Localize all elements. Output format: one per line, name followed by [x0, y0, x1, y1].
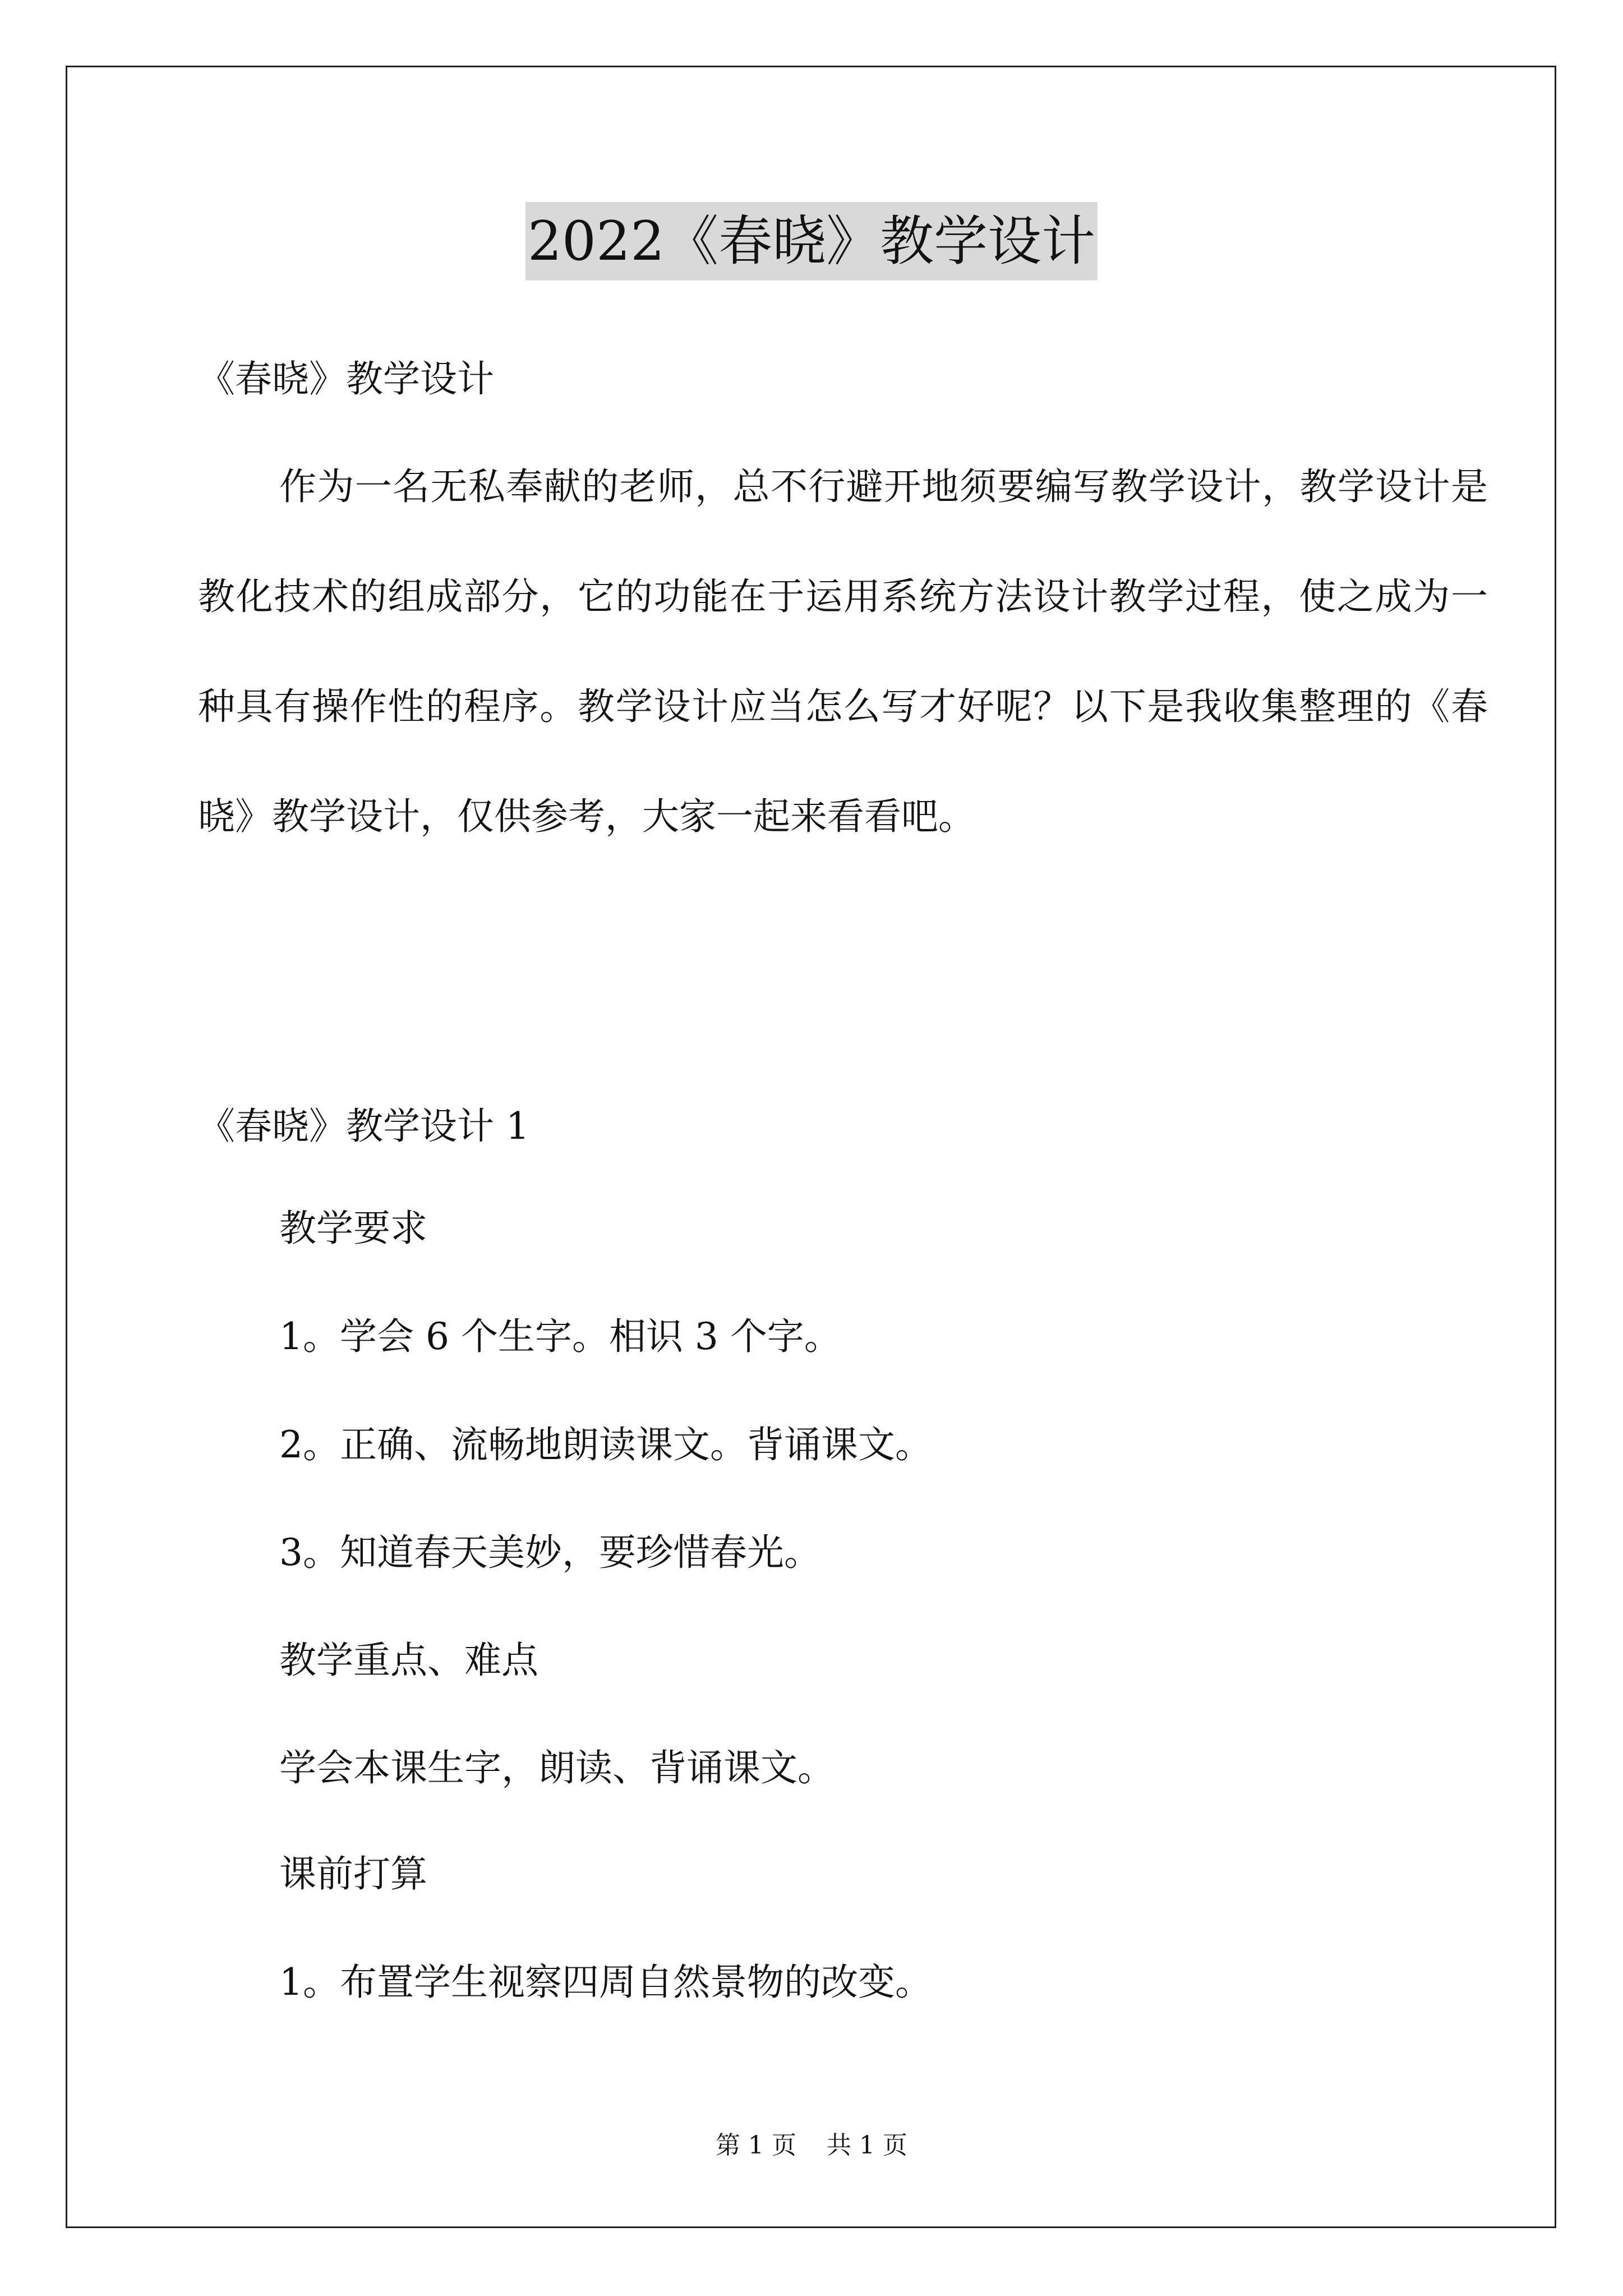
page-footer — [0, 2129, 1623, 2162]
document-title: 2022《春晓》教学设计 — [525, 202, 1098, 280]
prep-item: 1。布置学生视察四周自然景物的改变。 — [279, 1961, 932, 2004]
focus-heading: 教学重点、难点 — [279, 1639, 538, 1682]
prep-heading: 课前打算 — [279, 1852, 427, 1895]
page-number: 第 1 页 — [716, 2131, 796, 2160]
intro-paragraph: 作为一名无私奉献的老师，总不行避开地须要编写教学设计，教学设计是教化技术的组成部分，它的功能在于运用系统方法设计教学过程，使之成为一种具有操作性的程序。教学设计应当怎么写才好呢？以下是我收集整理的《春晓》教学设计，仅供参考，大家一起来看看吧。 — [198, 465, 1488, 838]
requirement-item: 1。学会 6 个生字。相识 3 个字。 — [279, 1315, 841, 1358]
title-container — [0, 202, 1623, 280]
section-heading: 《春晓》教学设计 1 — [198, 1105, 529, 1148]
requirement-item: 3。知道春天美妙，要珍惜春光。 — [279, 1531, 821, 1574]
focus-text: 学会本课生字，朗读、背诵课文。 — [279, 1746, 834, 1789]
page-total: 共 1 页 — [827, 2131, 907, 2160]
requirement-item: 2。正确、流畅地朗读课文。背诵课文。 — [279, 1423, 932, 1466]
subtitle: 《春晓》教学设计 — [198, 357, 494, 401]
requirements-heading: 教学要求 — [279, 1207, 427, 1250]
